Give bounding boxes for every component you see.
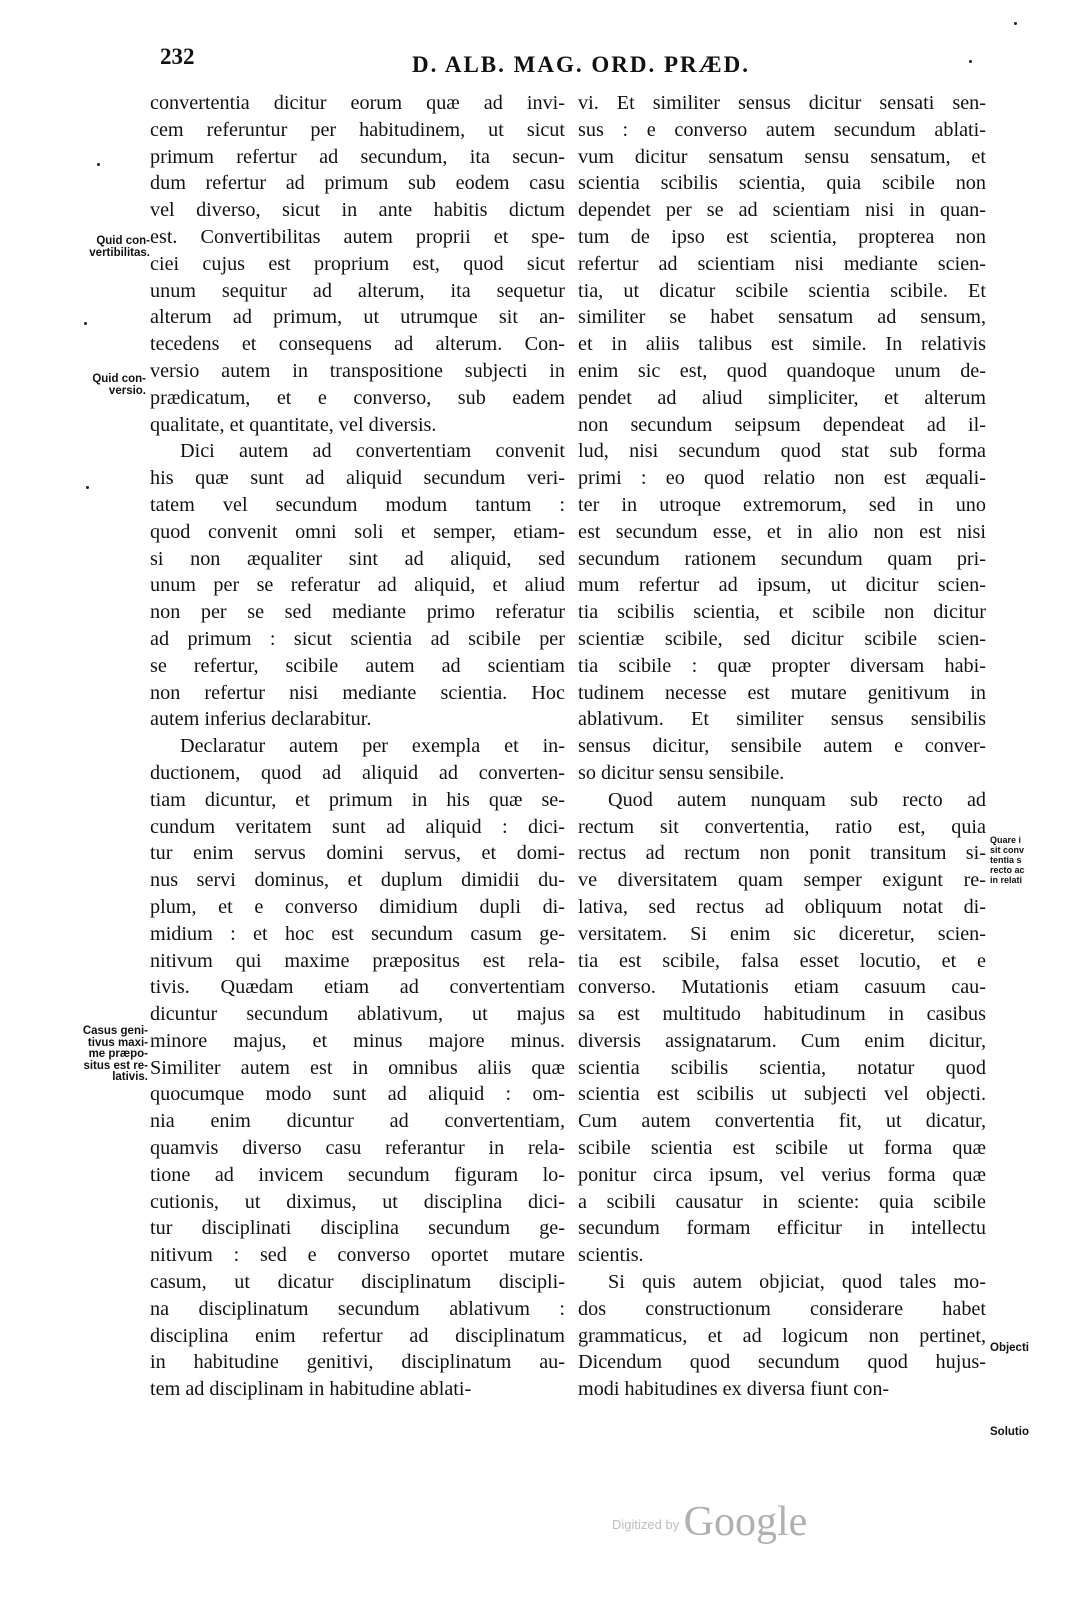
text-line: nus servi dominus, et duplum dimidii du- xyxy=(150,869,565,892)
text-line: na disciplinatum secundum ablativum : xyxy=(150,1297,565,1320)
text-line: scientia scibilis scientia, notatur quod xyxy=(578,1056,986,1079)
text-line: ter in utroque extremorum, sed in uno xyxy=(578,493,986,516)
text-line: Dicendum quod secundum quod hujus- xyxy=(578,1351,986,1374)
text-line: midium : et hoc est secundum casum ge- xyxy=(150,922,565,945)
text-line: scientia scibilis scientia, quia scibile non xyxy=(578,172,986,195)
text-line: rectus ad rectum non ponit transitum si- xyxy=(578,842,986,865)
text-line: so dicitur sensu sensibile. xyxy=(578,761,785,784)
margin-note-casus-genitivus: Casus geni- tivus maxi- me præpo- situs est re- lativis. xyxy=(82,1025,148,1083)
margin-dot xyxy=(84,322,87,325)
text-line: lud, nisi secundum quod stat sub forma xyxy=(578,440,986,463)
text-line: dos constructionum considerare habet xyxy=(578,1297,986,1320)
google-logo: Google xyxy=(683,1499,808,1545)
right-column xyxy=(578,90,986,1403)
text-line: mum refertur ad ipsum, ut dicitur scien- xyxy=(578,574,986,597)
text-line: scientis. xyxy=(578,1244,644,1267)
text-line: scientiæ scibile, sed dicitur scibile scien- xyxy=(578,627,986,650)
text-line: versitatem. Si enim sic diceretur, scien- xyxy=(578,922,986,945)
text-line: his quæ sunt ad aliquid secundum veri- xyxy=(150,467,565,490)
text-line: scientia est scibilis ut subjecti vel objecti. xyxy=(578,1083,986,1106)
digitized-by-text: Digitized by xyxy=(612,1517,680,1532)
text-line: tiam dicuntur, et primum in his quæ se- xyxy=(150,788,565,811)
text-line: unum per se referatur ad aliquid, et aliud xyxy=(150,574,565,597)
text-line: tatem vel secundum modum tantum : xyxy=(150,493,565,516)
paragraph xyxy=(578,787,986,1269)
margin-dot xyxy=(969,60,972,63)
text-line: converso. Mutationis etiam casuum cau- xyxy=(578,976,986,999)
text-line: dum refertur ad primum sub eodem casu xyxy=(150,172,565,195)
text-line: nia enim dicuntur ad convertentiam, xyxy=(150,1110,565,1133)
text-line: secundum formam efficitur in intellectu xyxy=(578,1217,986,1240)
text-line: non secundum seipsum dependeat ad il- xyxy=(578,413,986,436)
text-line: tia scibilis scientia, et scibile non dicitur xyxy=(578,601,986,624)
margin-note-objectio: Objecti xyxy=(990,1342,1029,1354)
text-line: scibile scientia est scibile ut forma quæ xyxy=(578,1137,986,1160)
text-line: vel diverso, sicut in ante habitis dictum xyxy=(150,199,565,222)
text-line: modi habitudines ex diversa fiunt con- xyxy=(578,1378,890,1401)
text-line: Declaratur autem per exempla et in- xyxy=(180,735,565,758)
text-line: versio autem in transpositione subjecti in xyxy=(150,359,565,382)
margin-note-solutio: Solutio xyxy=(990,1426,1029,1438)
paragraph xyxy=(150,90,565,438)
text-line: rectum sit convertentia, ratio est, quia xyxy=(578,815,986,838)
text-line: prædicatum, et e converso, sub eadem xyxy=(150,386,565,409)
text-line: in habitudine genitivi, disciplinatum au- xyxy=(150,1351,565,1374)
margin-note-convertibilitas: Quid con- vertibilitas. xyxy=(89,235,150,259)
text-line: dependet per se ad scientiam nisi in quan- xyxy=(578,199,986,222)
text-line: nitivum : sed e converso oportet mutare xyxy=(150,1244,565,1267)
text-line: est. Convertibilitas autem proprii et spe- xyxy=(150,225,565,248)
margin-note-quare: Quare i sit conv tentia s recto ac in relati xyxy=(990,835,1025,885)
text-line: Dici autem ad convertentiam convenit xyxy=(180,440,565,463)
paragraph xyxy=(150,438,565,733)
text-line: cundum veritatem sunt ad aliquid : dici- xyxy=(150,815,565,838)
text-line: pendet ad aliud simpliciter, et alterum xyxy=(578,386,986,409)
text-line: casum, ut dicatur disciplinatum discipli- xyxy=(150,1271,565,1294)
text-line: unum sequitur ad alterum, ita sequetur xyxy=(150,279,565,302)
text-line: similiter se habet sensatum ad sensum, xyxy=(578,306,986,329)
text-line: nitivum qui maxime præpositus est rela- xyxy=(150,949,565,972)
text-line: tia scibile : quæ propter diversam habi- xyxy=(578,654,986,677)
text-line: ciei cujus est proprium est, quod sicut xyxy=(150,252,565,275)
text-line: ad primum : sicut scientia ad scibile per xyxy=(150,627,565,650)
text-line: ponitur circa ipsum, vel verius forma quæ xyxy=(578,1163,986,1186)
text-line: convertentia dicitur eorum quæ ad invi- xyxy=(150,92,565,114)
margin-dot xyxy=(97,163,100,166)
text-line: minore majus, et minus majore minus. xyxy=(150,1029,565,1052)
text-line: sensus dicitur, sensibile autem e conver- xyxy=(578,735,986,758)
text-line: tia est scibile, falsa esset locutio, et e xyxy=(578,949,986,972)
text-line: Similiter autem est in omnibus aliis quæ xyxy=(150,1056,565,1079)
text-line: non per se sed mediante primo referatur xyxy=(150,601,565,624)
text-line: et in aliis talibus est simile. In relativis xyxy=(578,333,986,356)
text-line: tivis. Quædam etiam ad convertentiam xyxy=(150,976,565,999)
text-line: plum, et e converso dimidium dupli di- xyxy=(150,895,565,918)
text-line: Quod autem nunquam sub recto ad xyxy=(608,788,986,811)
text-line: quamvis diverso casu referantur in rela- xyxy=(150,1137,565,1160)
text-line: autem inferius declarabitur. xyxy=(150,708,372,731)
text-line: primi : eo quod relatio non est æquali- xyxy=(578,467,986,490)
text-line: a scibili causatur in sciente: quia scibile xyxy=(578,1190,986,1213)
margin-dot xyxy=(1014,22,1017,25)
running-title: D. ALB. MAG. ORD. PRÆD. xyxy=(412,52,750,77)
text-line: ve diversitatem quam semper exigunt re- xyxy=(578,869,986,892)
paragraph xyxy=(578,90,986,787)
text-line: secundum rationem secundum quam pri- xyxy=(578,547,986,570)
text-line: qualitate, et quantitate, vel diversis. xyxy=(150,413,437,436)
left-column xyxy=(150,90,565,1403)
text-line: Si quis autem objiciat, quod tales mo- xyxy=(608,1271,986,1294)
page-number: 232 xyxy=(160,44,195,69)
text-line: disciplina enim refertur ad disciplinatum xyxy=(150,1324,565,1347)
paragraph xyxy=(150,733,565,1403)
text-line: Cum autem convertentia fit, ut dicatur, xyxy=(578,1110,986,1133)
text-line: alterum ad primum, ut utrumque sit an- xyxy=(150,306,565,329)
margin-note-conversio: Quid con- versio. xyxy=(92,373,146,397)
text-line: quocumque modo sunt ad aliquid : om- xyxy=(150,1083,565,1106)
text-line: tur enim servus domini servus, et domi- xyxy=(150,842,565,865)
text-line: cem referuntur per habitudinem, ut sicut xyxy=(150,118,565,141)
text-line: est secundum esse, et in alio non est nisi xyxy=(578,520,986,543)
text-line: tem ad disciplinam in habitudine ablati- xyxy=(150,1378,472,1401)
text-line: ductionem, quod ad aliquid ad converten- xyxy=(150,761,565,784)
text-line: se refertur, scibile autem ad scientiam xyxy=(150,654,565,677)
text-line: cutionis, ut diximus, ut disciplina dici- xyxy=(150,1190,565,1213)
text-line: tudinem necesse est mutare genitivum in xyxy=(578,681,986,704)
text-line: dicuntur secundum ablativum, ut majus xyxy=(150,1003,565,1026)
text-line: tecedens et consequens ad alterum. Con- xyxy=(150,333,565,356)
text-line: quod convenit omni soli et semper, etiam- xyxy=(150,520,565,543)
text-line: sus : e converso autem secundum ablati- xyxy=(578,118,986,141)
text-line: tia, ut dicatur scibile scientia scibile. Et xyxy=(578,279,986,302)
digitized-footer xyxy=(612,1498,807,1546)
text-line: si non æqualiter sint ad aliquid, sed xyxy=(150,547,565,570)
margin-dot xyxy=(86,486,89,489)
text-line: tur disciplinati disciplina secundum ge- xyxy=(150,1217,565,1240)
text-line: primum refertur ad secundum, ita secun- xyxy=(150,145,565,168)
text-line: diversis assignatarum. Cum enim dicitur, xyxy=(578,1029,986,1052)
text-line: ablativum. Et similiter sensus sensibilis xyxy=(578,708,986,731)
text-line: enim sic est, quod quandoque unum de- xyxy=(578,359,986,382)
text-line: sa est multitudo habitudinum in casibus xyxy=(578,1003,986,1026)
paragraph xyxy=(578,1269,986,1403)
text-line: refertur ad scientiam nisi mediante scien- xyxy=(578,252,986,275)
text-line: vi. Et similiter sensus dicitur sensati sen- xyxy=(578,92,986,114)
text-line: tione ad invicem secundum figuram lo- xyxy=(150,1163,565,1186)
text-line: vum dicitur sensatum sensu sensatum, et xyxy=(578,145,986,168)
text-line: grammaticus, et ad logicum non pertinet, xyxy=(578,1324,986,1347)
text-line: tum de ipso est scientia, propterea non xyxy=(578,225,986,248)
text-line: non refertur nisi mediante scientia. Hoc xyxy=(150,681,565,704)
text-line: lativa, sed rectus ad obliquum notat di- xyxy=(578,895,986,918)
